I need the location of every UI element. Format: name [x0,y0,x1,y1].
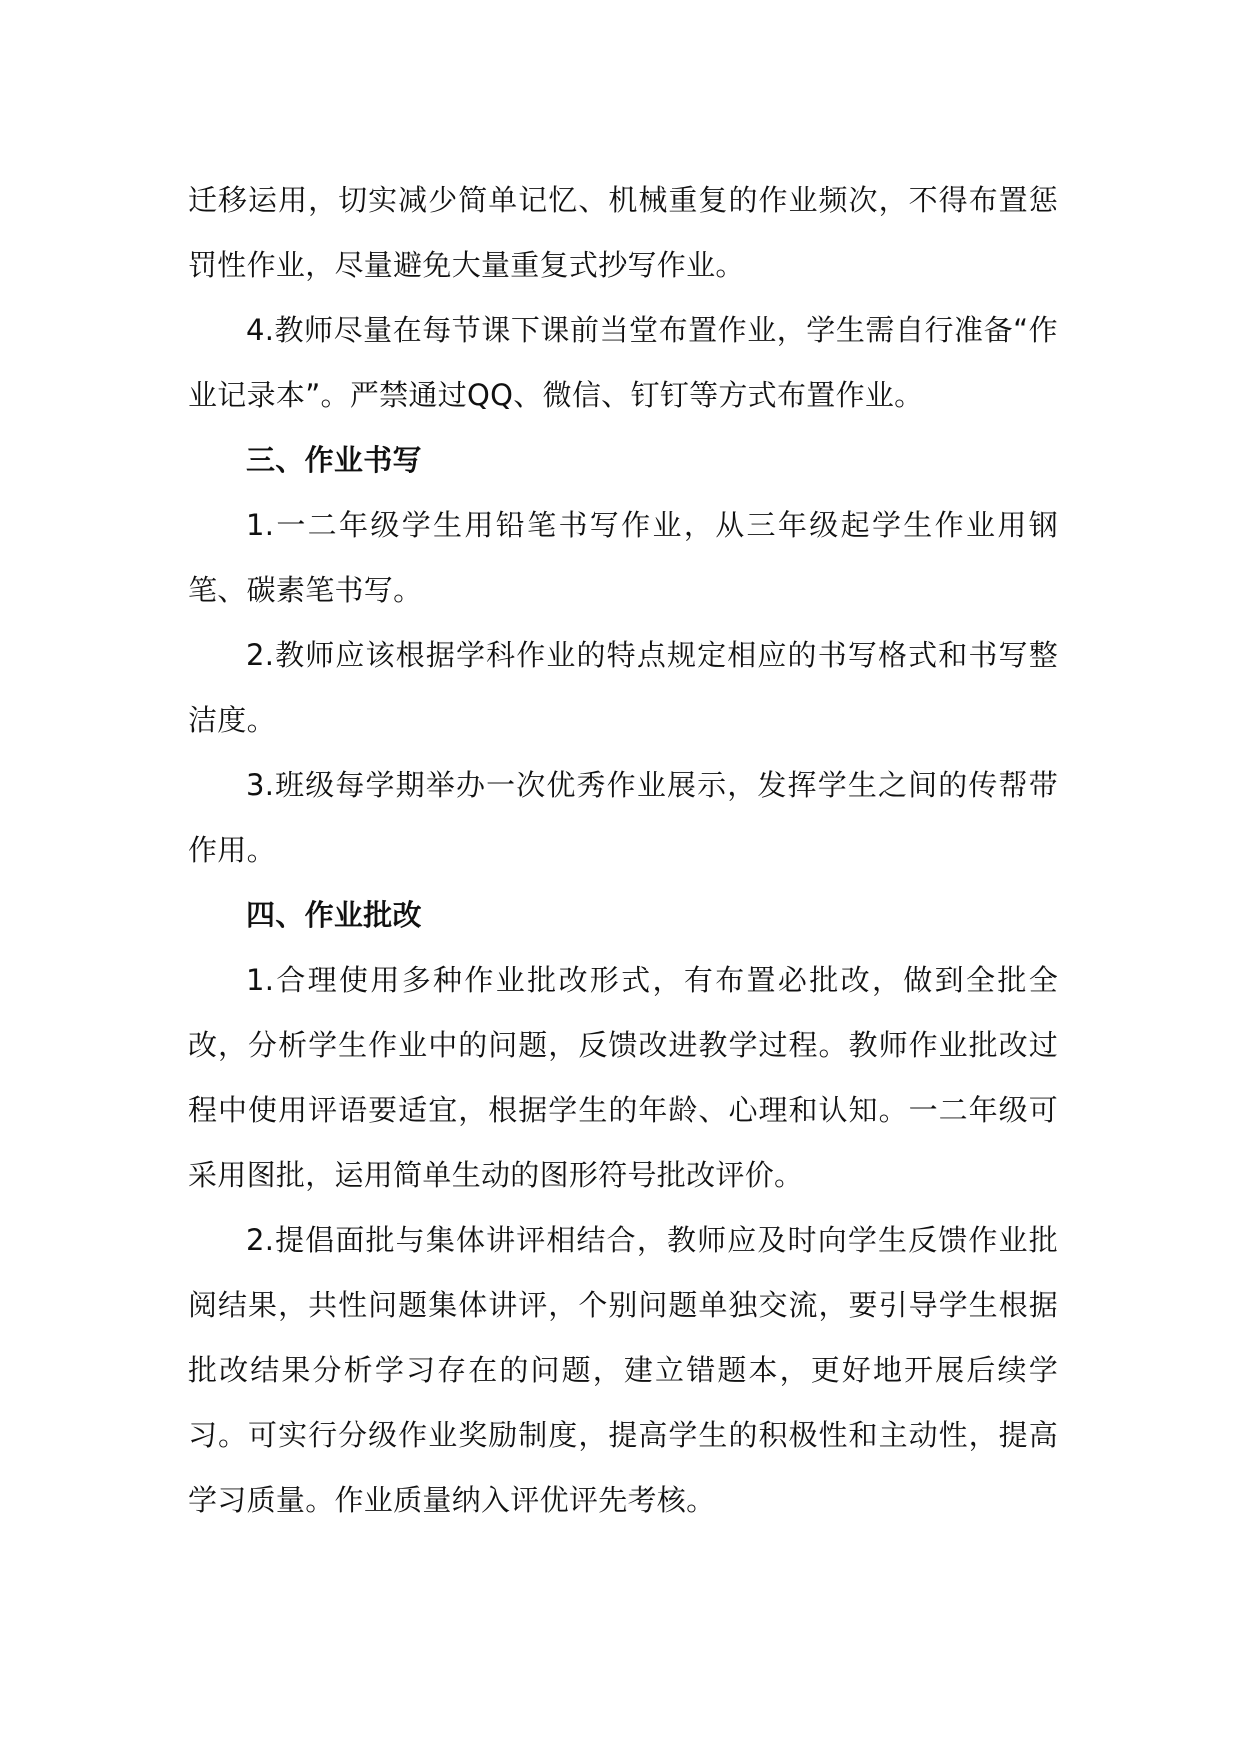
paragraph-grading-item-1: 1.合理使用多种作业批改形式，有布置必批改，做到全批全改，分析学生作业中的问题，反馈改进教学过程。教师作业批改过程中使用评语要适宜，根据学生的年龄、心理和认知。一二年级可采用图批，运用简单生动的图形符号批改评价。 [188,963,1058,1192]
paragraph-grading-item-2: 2.提倡面批与集体讲评相结合，教师应及时向学生反馈作业批阅结果，共性问题集体讲评，个别问题单独交流，要引导学生根据批改结果分析学习存在的问题，建立错题本，更好地开展后续学习。可实行分级作业奖励制度，提高学生的积极性和主动性，提高学习质量。作业质量纳入评优评先考核。 [188,1223,1058,1517]
paragraph-continuation: 迁移运用，切实减少简单记忆、机械重复的作业频次，不得布置惩罚性作业，尽量避免大量重复式抄写作业。 [188,183,1058,282]
section-heading-writing: 三、作业书写 [246,443,422,477]
section-heading-grading: 四、作业批改 [246,898,422,932]
paragraph-item-4-assignment: 4.教师尽量在每节课下课前当堂布置作业，学生需自行准备“作业记录本”。严禁通过QQ、微信、钉钉等方式布置作业。 [188,313,1058,412]
document-body [188,168,1058,1533]
paragraph-writing-item-2: 2.教师应该根据学科作业的特点规定相应的书写格式和书写整洁度。 [188,638,1058,737]
paragraph-writing-item-3: 3.班级每学期举办一次优秀作业展示，发挥学生之间的传帮带作用。 [188,768,1058,867]
paragraph-writing-item-1: 1.一二年级学生用铅笔书写作业，从三年级起学生作业用钢笔、碳素笔书写。 [188,508,1058,607]
